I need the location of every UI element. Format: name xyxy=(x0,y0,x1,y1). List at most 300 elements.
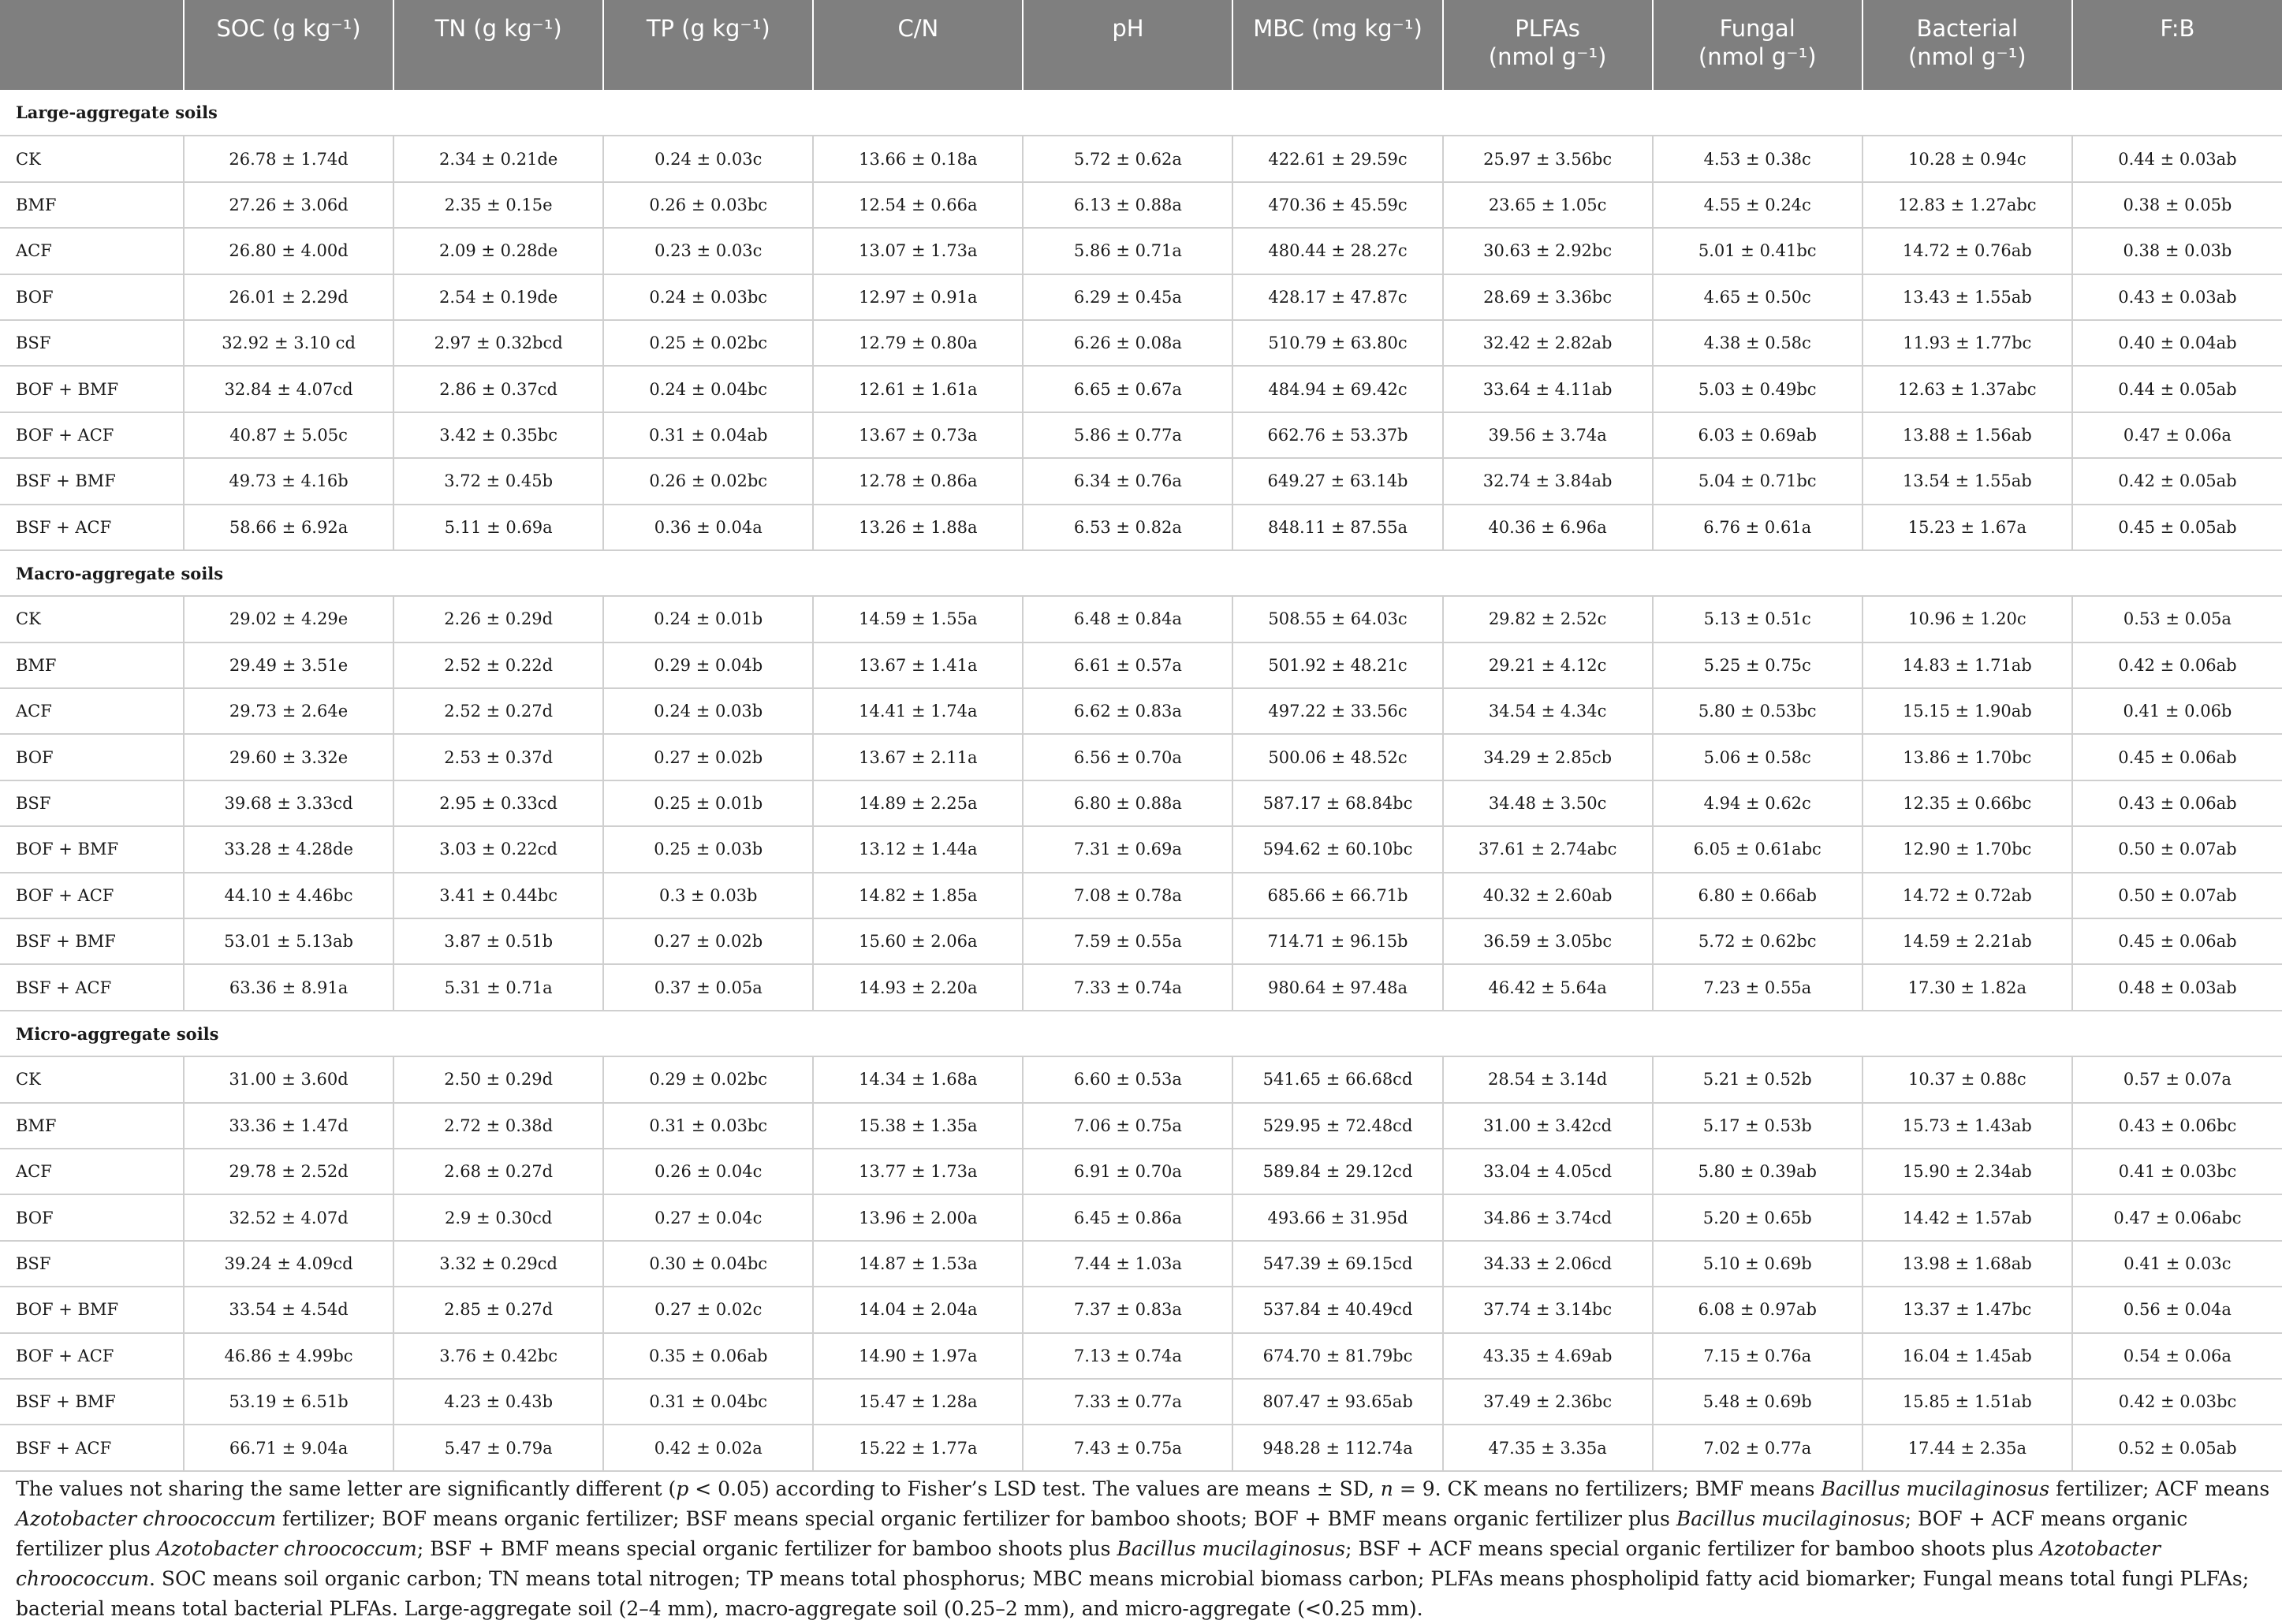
table-cell: 2.53 ± 0.37d xyxy=(393,734,603,780)
table-cell: 5.86 ± 0.71a xyxy=(1023,228,1232,274)
table-row xyxy=(0,643,2282,688)
table-cell: 26.80 ± 4.00d xyxy=(184,228,393,274)
table-row xyxy=(0,1287,2282,1332)
table-body xyxy=(0,90,2282,1471)
table-cell: 12.90 ± 1.70bc xyxy=(1863,826,2072,872)
table-cell: 541.65 ± 66.68cd xyxy=(1232,1056,1442,1102)
header-label: pH xyxy=(1112,15,1144,42)
table-cell: 3.42 ± 0.35bc xyxy=(393,412,603,458)
table-cell: 0.38 ± 0.03b xyxy=(2072,228,2282,274)
footnote-fragment: Bacillus mucilaginosus xyxy=(1821,1477,2050,1500)
table-cell: 0.50 ± 0.07ab xyxy=(2072,873,2282,918)
table-cell: 2.52 ± 0.22d xyxy=(393,643,603,688)
table-cell: 16.04 ± 1.45ab xyxy=(1863,1333,2072,1379)
header-label: C/N xyxy=(897,15,939,42)
table-cell: 422.61 ± 29.59c xyxy=(1232,136,1442,181)
header-cell xyxy=(1863,0,2072,90)
table-cell: 14.34 ± 1.68a xyxy=(813,1056,1023,1102)
table-cell: 12.83 ± 1.27abc xyxy=(1863,182,2072,228)
treatment-label: BMF xyxy=(0,1103,184,1149)
treatment-label: BOF + BMF xyxy=(0,826,184,872)
table-cell: 13.67 ± 0.73a xyxy=(813,412,1023,458)
footnote-fragment: . SOC means soil organic carbon; TN means total nitrogen; TP means total phosphorus; MBC means microbial biomass carbon; PLFAs means phospholipid fatty acid biomarker; Fungal means total fungi PLFAs; bacterial means total bacterial PLFAs. Large-aggregate soil (2–4 mm), macro-aggregate soil (0.25–2 mm), and micro-aggregate (<0.25 mm). xyxy=(16,1567,2250,1620)
table-cell: 6.65 ± 0.67a xyxy=(1023,366,1232,412)
table-cell: 0.50 ± 0.07ab xyxy=(2072,826,2282,872)
table-cell: 34.29 ± 2.85cb xyxy=(1443,734,1653,780)
table-cell: 594.62 ± 60.10bc xyxy=(1232,826,1442,872)
footnote-fragment: fertilizer; ACF means xyxy=(2049,1477,2270,1500)
table-cell: 34.54 ± 4.34c xyxy=(1443,688,1653,734)
table-cell: 12.35 ± 0.66bc xyxy=(1863,780,2072,826)
table-cell: 2.72 ± 0.38d xyxy=(393,1103,603,1149)
table-cell: 587.17 ± 68.84bc xyxy=(1232,780,1442,826)
table-cell: 0.30 ± 0.04bc xyxy=(603,1241,813,1287)
header-cell xyxy=(1023,0,1232,90)
treatment-label: BSF + ACF xyxy=(0,964,184,1010)
table-cell: 493.66 ± 31.95d xyxy=(1232,1194,1442,1240)
table-cell: 6.34 ± 0.76a xyxy=(1023,458,1232,504)
table-cell: 0.38 ± 0.05b xyxy=(2072,182,2282,228)
table-cell: 12.54 ± 0.66a xyxy=(813,182,1023,228)
table-cell: 30.63 ± 2.92bc xyxy=(1443,228,1653,274)
treatment-label: BOF + ACF xyxy=(0,873,184,918)
footnote-fragment: Azotobacter chroococcum xyxy=(16,1537,2161,1590)
table-cell: 5.13 ± 0.51c xyxy=(1653,596,1863,642)
table-cell: 6.26 ± 0.08a xyxy=(1023,320,1232,366)
table-cell: 0.35 ± 0.06ab xyxy=(603,1333,813,1379)
footnote-fragment: fertilizer; BOF means organic fertilizer; BSF means special organic fertilizer for bamboo shoots; BOF + BMF means organic fertilizer plus xyxy=(276,1507,1676,1530)
table-cell: 33.04 ± 4.05cd xyxy=(1443,1149,1653,1194)
table-cell: 14.82 ± 1.85a xyxy=(813,873,1023,918)
table-cell: 29.49 ± 3.51e xyxy=(184,643,393,688)
table-cell: 2.34 ± 0.21de xyxy=(393,136,603,181)
table-cell: 7.59 ± 0.55a xyxy=(1023,918,1232,964)
table-header xyxy=(0,0,2282,90)
table-cell: 6.56 ± 0.70a xyxy=(1023,734,1232,780)
table-cell: 4.38 ± 0.58c xyxy=(1653,320,1863,366)
table-cell: 13.26 ± 1.88a xyxy=(813,505,1023,550)
header-label: (nmol g⁻¹) xyxy=(1907,43,2027,70)
table-cell: 12.97 ± 0.91a xyxy=(813,274,1023,320)
table-cell: 7.15 ± 0.76a xyxy=(1653,1333,1863,1379)
table-cell: 5.04 ± 0.71bc xyxy=(1653,458,1863,504)
table-cell: 37.74 ± 3.14bc xyxy=(1443,1287,1653,1332)
table-row xyxy=(0,918,2282,964)
table-cell: 0.26 ± 0.02bc xyxy=(603,458,813,504)
table-cell: 33.54 ± 4.54d xyxy=(184,1287,393,1332)
header-cell xyxy=(813,0,1023,90)
table-cell: 12.79 ± 0.80a xyxy=(813,320,1023,366)
treatment-label: BSF + BMF xyxy=(0,458,184,504)
table-row xyxy=(0,964,2282,1010)
table-cell: 0.37 ± 0.05a xyxy=(603,964,813,1010)
table-cell: 11.93 ± 1.77bc xyxy=(1863,320,2072,366)
table-cell: 2.09 ± 0.28de xyxy=(393,228,603,274)
table-cell: 6.13 ± 0.88a xyxy=(1023,182,1232,228)
treatment-label: BOF xyxy=(0,1194,184,1240)
table-cell: 66.71 ± 9.04a xyxy=(184,1425,393,1470)
table-cell: 6.48 ± 0.84a xyxy=(1023,596,1232,642)
table-cell: 5.01 ± 0.41bc xyxy=(1653,228,1863,274)
table-cell: 7.44 ± 1.03a xyxy=(1023,1241,1232,1287)
table-cell: 29.60 ± 3.32e xyxy=(184,734,393,780)
table-cell: 2.97 ± 0.32bcd xyxy=(393,320,603,366)
table-cell: 14.41 ± 1.74a xyxy=(813,688,1023,734)
treatment-label: ACF xyxy=(0,1149,184,1194)
table-cell: 15.23 ± 1.67a xyxy=(1863,505,2072,550)
table-row xyxy=(0,734,2282,780)
table-cell: 34.33 ± 2.06cd xyxy=(1443,1241,1653,1287)
table-cell: 46.86 ± 4.99bc xyxy=(184,1333,393,1379)
table-cell: 5.72 ± 0.62bc xyxy=(1653,918,1863,964)
table-cell: 14.42 ± 1.57ab xyxy=(1863,1194,2072,1240)
footnote-fragment: < 0.05) according to Fisher’s LSD test. The values are means ± SD, xyxy=(688,1477,1381,1500)
table-cell: 27.26 ± 3.06d xyxy=(184,182,393,228)
table-cell: 589.84 ± 29.12cd xyxy=(1232,1149,1442,1194)
table-row xyxy=(0,320,2282,366)
table-cell: 6.61 ± 0.57a xyxy=(1023,643,1232,688)
table-cell: 0.43 ± 0.06ab xyxy=(2072,780,2282,826)
footnote-fragment: ; BSF + ACF means special organic fertilizer for bamboo shoots plus xyxy=(1345,1537,2040,1560)
treatment-label: BSF + ACF xyxy=(0,505,184,550)
footnote-fragment: Bacillus mucilaginosus xyxy=(1676,1507,1905,1530)
treatment-label: CK xyxy=(0,136,184,181)
table-cell: 807.47 ± 93.65ab xyxy=(1232,1379,1442,1425)
table-cell: 28.69 ± 3.36bc xyxy=(1443,274,1653,320)
table-cell: 7.08 ± 0.78a xyxy=(1023,873,1232,918)
table-cell: 5.03 ± 0.49bc xyxy=(1653,366,1863,412)
table-cell: 3.87 ± 0.51b xyxy=(393,918,603,964)
table-cell: 0.42 ± 0.06ab xyxy=(2072,643,2282,688)
table-cell: 662.76 ± 53.37b xyxy=(1232,412,1442,458)
header-cell xyxy=(1232,0,1442,90)
table-cell: 0.54 ± 0.06a xyxy=(2072,1333,2282,1379)
table-cell: 0.23 ± 0.03c xyxy=(603,228,813,274)
table-cell: 649.27 ± 63.14b xyxy=(1232,458,1442,504)
table-cell: 13.07 ± 1.73a xyxy=(813,228,1023,274)
table-cell: 6.91 ± 0.70a xyxy=(1023,1149,1232,1194)
table-cell: 0.24 ± 0.03c xyxy=(603,136,813,181)
treatment-label: BSF + BMF xyxy=(0,918,184,964)
table-cell: 5.25 ± 0.75c xyxy=(1653,643,1863,688)
section-header-row xyxy=(0,1011,2282,1056)
header-cell-treatment xyxy=(0,0,184,90)
header-label: PLFAs xyxy=(1515,15,1580,42)
table-cell: 0.45 ± 0.06ab xyxy=(2072,918,2282,964)
table-cell: 948.28 ± 112.74a xyxy=(1232,1425,1442,1470)
table-cell: 7.23 ± 0.55a xyxy=(1653,964,1863,1010)
table-cell: 53.19 ± 6.51b xyxy=(184,1379,393,1425)
table-row xyxy=(0,1056,2282,1102)
table-cell: 4.53 ± 0.38c xyxy=(1653,136,1863,181)
table-cell: 0.24 ± 0.01b xyxy=(603,596,813,642)
table-cell: 484.94 ± 69.42c xyxy=(1232,366,1442,412)
table-cell: 34.48 ± 3.50c xyxy=(1443,780,1653,826)
header-label: Fungal xyxy=(1719,15,1795,42)
table-cell: 2.85 ± 0.27d xyxy=(393,1287,603,1332)
table-cell: 32.74 ± 3.84ab xyxy=(1443,458,1653,504)
table-cell: 29.78 ± 2.52d xyxy=(184,1149,393,1194)
table-cell: 0.27 ± 0.02b xyxy=(603,918,813,964)
table-cell: 5.20 ± 0.65b xyxy=(1653,1194,1863,1240)
table-cell: 13.77 ± 1.73a xyxy=(813,1149,1023,1194)
table-cell: 39.24 ± 4.09cd xyxy=(184,1241,393,1287)
table-row xyxy=(0,136,2282,181)
treatment-label: BSF + BMF xyxy=(0,1379,184,1425)
table-row xyxy=(0,458,2282,504)
table-cell: 0.36 ± 0.04a xyxy=(603,505,813,550)
table-cell: 5.06 ± 0.58c xyxy=(1653,734,1863,780)
table-cell: 0.29 ± 0.02bc xyxy=(603,1056,813,1102)
table-cell: 5.21 ± 0.52b xyxy=(1653,1056,1863,1102)
table-cell: 15.60 ± 2.06a xyxy=(813,918,1023,964)
footnote-fragment: The values not sharing the same letter are significantly different ( xyxy=(16,1477,677,1500)
table-cell: 39.56 ± 3.74a xyxy=(1443,412,1653,458)
footnote-fragment: Azotobacter chroococcum xyxy=(156,1537,417,1560)
table-cell: 2.26 ± 0.29d xyxy=(393,596,603,642)
table-cell: 0.24 ± 0.04bc xyxy=(603,366,813,412)
table-cell: 31.00 ± 3.60d xyxy=(184,1056,393,1102)
table-cell: 0.26 ± 0.03bc xyxy=(603,182,813,228)
table-cell: 0.25 ± 0.03b xyxy=(603,826,813,872)
table-cell: 497.22 ± 33.56c xyxy=(1232,688,1442,734)
table-cell: 13.98 ± 1.68ab xyxy=(1863,1241,2072,1287)
table-cell: 0.26 ± 0.04c xyxy=(603,1149,813,1194)
table-cell: 3.03 ± 0.22cd xyxy=(393,826,603,872)
table-cell: 0.53 ± 0.05a xyxy=(2072,596,2282,642)
table-cell: 13.54 ± 1.55ab xyxy=(1863,458,2072,504)
table-cell: 0.41 ± 0.03c xyxy=(2072,1241,2282,1287)
table-cell: 13.12 ± 1.44a xyxy=(813,826,1023,872)
table-cell: 28.54 ± 3.14d xyxy=(1443,1056,1653,1102)
treatment-label: BOF + BMF xyxy=(0,366,184,412)
table-cell: 0.42 ± 0.02a xyxy=(603,1425,813,1470)
table-row xyxy=(0,1333,2282,1379)
table-cell: 53.01 ± 5.13ab xyxy=(184,918,393,964)
table-cell: 7.33 ± 0.74a xyxy=(1023,964,1232,1010)
footnote-fragment: ; BOF + ACF means organic fertilizer plus xyxy=(16,1507,2188,1560)
treatment-label: ACF xyxy=(0,228,184,274)
footnote-fragment: p xyxy=(676,1477,689,1500)
table-cell: 0.31 ± 0.04ab xyxy=(603,412,813,458)
table-cell: 7.06 ± 0.75a xyxy=(1023,1103,1232,1149)
table-cell: 4.94 ± 0.62c xyxy=(1653,780,1863,826)
table-cell: 13.43 ± 1.55ab xyxy=(1863,274,2072,320)
table-cell: 2.95 ± 0.33cd xyxy=(393,780,603,826)
treatment-label: BOF + BMF xyxy=(0,1287,184,1332)
header-label: (nmol g⁻¹) xyxy=(1698,43,1817,70)
treatment-label: BOF + ACF xyxy=(0,412,184,458)
table-cell: 480.44 ± 28.27c xyxy=(1232,228,1442,274)
header-label: TN (g kg⁻¹) xyxy=(434,15,562,42)
table-cell: 537.84 ± 40.49cd xyxy=(1232,1287,1442,1332)
table-cell: 26.78 ± 1.74d xyxy=(184,136,393,181)
table-cell: 0.27 ± 0.02c xyxy=(603,1287,813,1332)
table-cell: 0.42 ± 0.03bc xyxy=(2072,1379,2282,1425)
table-cell: 500.06 ± 48.52c xyxy=(1232,734,1442,780)
footnote-fragment: ; BSF + BMF means special organic fertilizer for bamboo shoots plus xyxy=(416,1537,1117,1560)
treatment-label: CK xyxy=(0,1056,184,1102)
table-cell: 7.37 ± 0.83a xyxy=(1023,1287,1232,1332)
table-row xyxy=(0,688,2282,734)
table-cell: 14.59 ± 1.55a xyxy=(813,596,1023,642)
table-cell: 3.76 ± 0.42bc xyxy=(393,1333,603,1379)
table-cell: 510.79 ± 63.80c xyxy=(1232,320,1442,366)
table-cell: 0.45 ± 0.05ab xyxy=(2072,505,2282,550)
table-cell: 33.28 ± 4.28de xyxy=(184,826,393,872)
table-cell: 7.13 ± 0.74a xyxy=(1023,1333,1232,1379)
table-cell: 0.27 ± 0.04c xyxy=(603,1194,813,1240)
table-cell: 0.44 ± 0.05ab xyxy=(2072,366,2282,412)
table-cell: 58.66 ± 6.92a xyxy=(184,505,393,550)
table-cell: 0.44 ± 0.03ab xyxy=(2072,136,2282,181)
table-cell: 7.31 ± 0.69a xyxy=(1023,826,1232,872)
table-row xyxy=(0,505,2282,550)
table-row xyxy=(0,596,2282,642)
table-row xyxy=(0,412,2282,458)
table-cell: 2.86 ± 0.37cd xyxy=(393,366,603,412)
footnote-fragment: Bacillus mucilaginosus xyxy=(1117,1537,1346,1560)
table-footnote xyxy=(16,1474,2271,1624)
table-cell: 2.35 ± 0.15e xyxy=(393,182,603,228)
table-cell: 40.87 ± 5.05c xyxy=(184,412,393,458)
table-cell: 46.42 ± 5.64a xyxy=(1443,964,1653,1010)
section-title: Large-aggregate soils xyxy=(0,90,2282,136)
table-cell: 15.15 ± 1.90ab xyxy=(1863,688,2072,734)
table-cell: 547.39 ± 69.15cd xyxy=(1232,1241,1442,1287)
table-row xyxy=(0,873,2282,918)
section-header-row xyxy=(0,550,2282,596)
footnote-text xyxy=(16,1474,2271,1624)
footnote-fragment: n xyxy=(1380,1477,1393,1500)
table-cell: 14.93 ± 2.20a xyxy=(813,964,1023,1010)
table-cell: 2.54 ± 0.19de xyxy=(393,274,603,320)
header-label: TP (g kg⁻¹) xyxy=(646,15,770,42)
table-cell: 5.17 ± 0.53b xyxy=(1653,1103,1863,1149)
table-cell: 33.64 ± 4.11ab xyxy=(1443,366,1653,412)
table-cell: 32.84 ± 4.07cd xyxy=(184,366,393,412)
table-cell: 15.90 ± 2.34ab xyxy=(1863,1149,2072,1194)
table-cell: 0.52 ± 0.05ab xyxy=(2072,1425,2282,1470)
table-cell: 0.24 ± 0.03bc xyxy=(603,274,813,320)
table-cell: 6.45 ± 0.86a xyxy=(1023,1194,1232,1240)
table-cell: 63.36 ± 8.91a xyxy=(184,964,393,1010)
header-label: MBC (mg kg⁻¹) xyxy=(1253,15,1423,42)
table-row xyxy=(0,274,2282,320)
table-cell: 14.72 ± 0.72ab xyxy=(1863,873,2072,918)
table-cell: 6.80 ± 0.66ab xyxy=(1653,873,1863,918)
header-cell xyxy=(603,0,813,90)
header-label: Bacterial xyxy=(1916,15,2019,42)
table-cell: 0.42 ± 0.05ab xyxy=(2072,458,2282,504)
table-cell: 529.95 ± 72.48cd xyxy=(1232,1103,1442,1149)
table-cell: 10.96 ± 1.20c xyxy=(1863,596,2072,642)
treatment-label: BOF xyxy=(0,734,184,780)
treatment-label: BSF xyxy=(0,1241,184,1287)
treatment-label: BMF xyxy=(0,182,184,228)
table-cell: 6.80 ± 0.88a xyxy=(1023,780,1232,826)
table-cell: 0.25 ± 0.01b xyxy=(603,780,813,826)
table-cell: 4.65 ± 0.50c xyxy=(1653,274,1863,320)
treatment-label: BSF xyxy=(0,780,184,826)
table-cell: 5.72 ± 0.62a xyxy=(1023,136,1232,181)
table-cell: 3.32 ± 0.29cd xyxy=(393,1241,603,1287)
header-cell xyxy=(1653,0,1863,90)
table-cell: 14.89 ± 2.25a xyxy=(813,780,1023,826)
header-label: F:B xyxy=(2160,15,2195,42)
table-cell: 32.42 ± 2.82ab xyxy=(1443,320,1653,366)
table-cell: 40.32 ± 2.60ab xyxy=(1443,873,1653,918)
table-cell: 3.41 ± 0.44bc xyxy=(393,873,603,918)
table-cell: 13.66 ± 0.18a xyxy=(813,136,1023,181)
table-cell: 6.53 ± 0.82a xyxy=(1023,505,1232,550)
table-row xyxy=(0,182,2282,228)
table-cell: 0.47 ± 0.06a xyxy=(2072,412,2282,458)
table-cell: 6.60 ± 0.53a xyxy=(1023,1056,1232,1102)
table-cell: 34.86 ± 3.74cd xyxy=(1443,1194,1653,1240)
table-cell: 32.92 ± 3.10 cd xyxy=(184,320,393,366)
treatment-label: BSF + ACF xyxy=(0,1425,184,1470)
table-cell: 15.22 ± 1.77a xyxy=(813,1425,1023,1470)
table-cell: 25.97 ± 3.56bc xyxy=(1443,136,1653,181)
table-cell: 0.47 ± 0.06abc xyxy=(2072,1194,2282,1240)
table-cell: 0.31 ± 0.04bc xyxy=(603,1379,813,1425)
header-cell xyxy=(2072,0,2282,90)
table-cell: 15.38 ± 1.35a xyxy=(813,1103,1023,1149)
table-cell: 5.11 ± 0.69a xyxy=(393,505,603,550)
table-cell: 6.08 ± 0.97ab xyxy=(1653,1287,1863,1332)
table-cell: 13.67 ± 1.41a xyxy=(813,643,1023,688)
table-cell: 5.10 ± 0.69b xyxy=(1653,1241,1863,1287)
section-title: Macro-aggregate soils xyxy=(0,550,2282,596)
table-cell: 5.31 ± 0.71a xyxy=(393,964,603,1010)
table-cell: 0.45 ± 0.06ab xyxy=(2072,734,2282,780)
table-cell: 23.65 ± 1.05c xyxy=(1443,182,1653,228)
table-cell: 17.44 ± 2.35a xyxy=(1863,1425,2072,1470)
table-row xyxy=(0,1149,2282,1194)
table-cell: 49.73 ± 4.16b xyxy=(184,458,393,504)
table-row xyxy=(0,1194,2282,1240)
table-cell: 4.23 ± 0.43b xyxy=(393,1379,603,1425)
table-cell: 14.04 ± 2.04a xyxy=(813,1287,1023,1332)
header-cell xyxy=(393,0,603,90)
table-cell: 0.41 ± 0.06b xyxy=(2072,688,2282,734)
table-cell: 2.50 ± 0.29d xyxy=(393,1056,603,1102)
table-cell: 0.27 ± 0.02b xyxy=(603,734,813,780)
table-cell: 0.43 ± 0.06bc xyxy=(2072,1103,2282,1149)
table-cell: 4.55 ± 0.24c xyxy=(1653,182,1863,228)
table-cell: 7.33 ± 0.77a xyxy=(1023,1379,1232,1425)
table-cell: 2.52 ± 0.27d xyxy=(393,688,603,734)
table-cell: 36.59 ± 3.05bc xyxy=(1443,918,1653,964)
header-label: SOC (g kg⁻¹) xyxy=(216,15,361,42)
table-cell: 43.35 ± 4.69ab xyxy=(1443,1333,1653,1379)
table-cell: 508.55 ± 64.03c xyxy=(1232,596,1442,642)
table-cell: 0.25 ± 0.02bc xyxy=(603,320,813,366)
table-cell: 674.70 ± 81.79bc xyxy=(1232,1333,1442,1379)
table-cell: 470.36 ± 45.59c xyxy=(1232,182,1442,228)
table-cell: 6.62 ± 0.83a xyxy=(1023,688,1232,734)
table-cell: 15.47 ± 1.28a xyxy=(813,1379,1023,1425)
table-cell: 17.30 ± 1.82a xyxy=(1863,964,2072,1010)
treatment-label: BMF xyxy=(0,643,184,688)
table-cell: 0.41 ± 0.03bc xyxy=(2072,1149,2282,1194)
table-row xyxy=(0,228,2282,274)
table-cell: 6.29 ± 0.45a xyxy=(1023,274,1232,320)
section-title: Micro-aggregate soils xyxy=(0,1011,2282,1056)
header-cell xyxy=(1443,0,1653,90)
table-cell: 13.88 ± 1.56ab xyxy=(1863,412,2072,458)
